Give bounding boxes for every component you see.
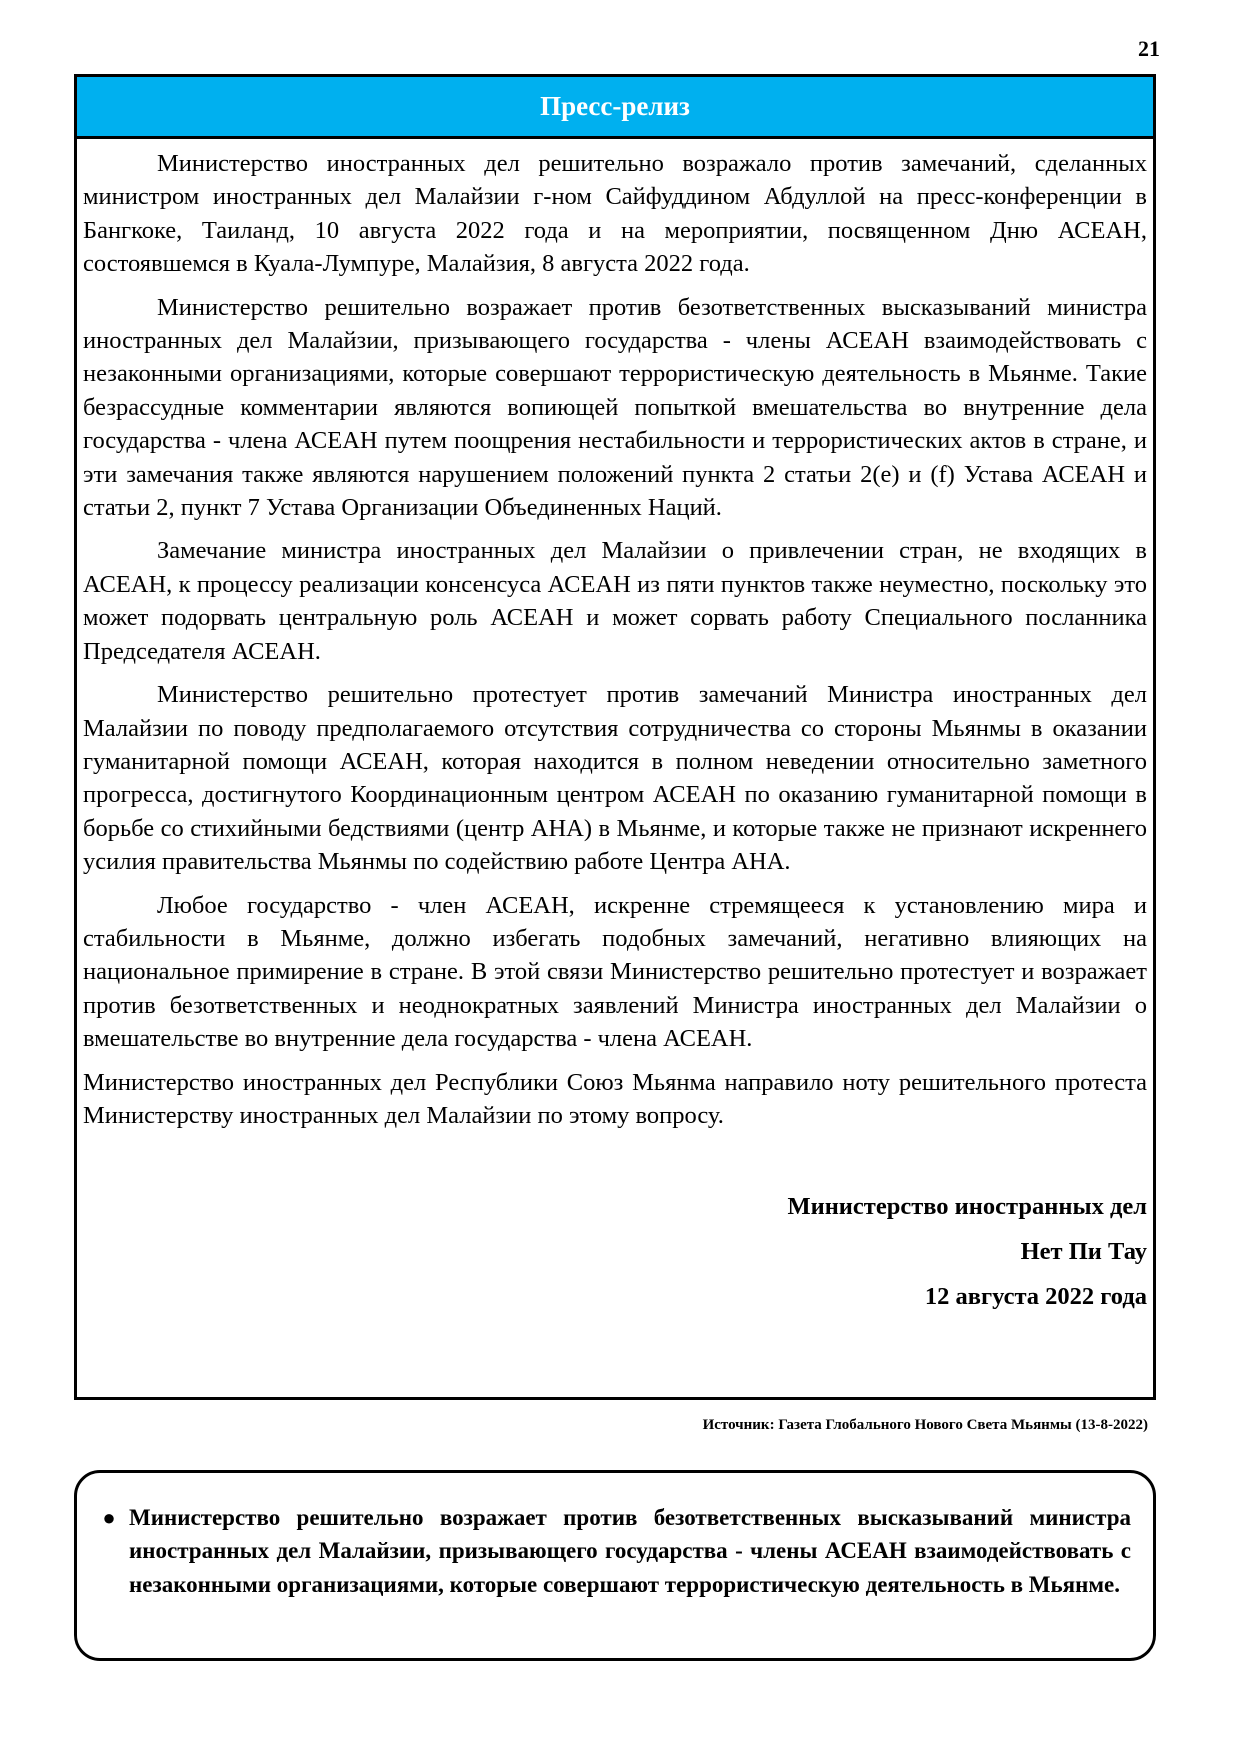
summary-text: Министерство решительно возражает против безответственных высказываний министра иностранных дел Малайзии, призывающего государства - члены АСЕАН взаимодействовать с незаконными организациями, которые совершают террористическую деятельность в Мьянме.: [129, 1505, 1131, 1597]
summary-box: [74, 1470, 1156, 1661]
page-number: 21: [1138, 36, 1160, 61]
paragraph: Министерство иностранных дел Республики Союз Мьянма направило ноту решительного протеста Министерству иностранных дел Малайзии по этому вопросу.: [83, 1068, 1147, 1129]
signature-date: 12 августа 2022 года: [924, 1283, 1147, 1311]
press-release-header: Пресс-релиз: [77, 77, 1153, 139]
paragraph: Министерство иностранных дел решительно возражало против замечаний, сделанных министром иностранных дел Малайзии г-ном Сайфуддином Абдуллой на пресс-конференции в Бангкоке, Таиланд, 10 августа 2022 года и на мероприятии, посвященном Дню АСЕАН, состоявшемся в Куала-Лумпуре, Малайзия, 8 августа 2022 года.: [83, 150, 1147, 278]
paragraph: Любое государство - член АСЕАН, искренне стремящееся к установлению мира и стабильности в Мьянме, должно избегать подобных замечаний, негативно влияющих на национальное примирение в стране. В этой связи Министерство решительно протестует и возражает против безответственных и неоднократных заявлений Министра иностранных дел Малайзии о вмешательстве во внутренние дела государства - члена АСЕАН.: [83, 891, 1147, 1053]
signature-block: [83, 1184, 1147, 1319]
signature-city: Нет Пи Тау: [1020, 1238, 1147, 1266]
press-release-body: [77, 139, 1153, 1319]
press-release-box: [74, 74, 1156, 1400]
source-note: Источник: Газета Глобального Нового Света Мьянмы (13-8-2022): [702, 1417, 1148, 1433]
signature-org: Министерство иностранных дел: [787, 1193, 1147, 1221]
paragraph: Министерство решительно возражает против безответственных высказываний министра иностранных дел Малайзии, призывающего государства - члены АСЕАН взаимодействовать с незаконными организациями, которые совершают террористическую деятельность в Мьянме. Такие безрассудные комментарии являются вопиющей попыткой вмешательства во внутренние дела государства - члена АСЕАН путем поощрения нестабильности и террористических актов в стране, и эти замечания также являются нарушением положений пункта 2 статьи 2(e) и (f) Устава АСЕАН и статьи 2, пункт 7 Устава Организации Объединенных Наций.: [83, 293, 1147, 522]
summary-item: [89, 1501, 1131, 1601]
paragraph: Замечание министра иностранных дел Малайзии о привлечении стран, не входящих в АСЕАН, к процессу реализации консенсуса АСЕАН из пяти пунктов также неуместно, поскольку это может подорвать центральную роль АСЕАН и может сорвать работу Специального посланника Председателя АСЕАН.: [83, 537, 1147, 665]
bullet-icon: ●: [102, 1505, 116, 1530]
paragraph: Министерство решительно протестует против замечаний Министра иностранных дел Малайзии по поводу предполагаемого отсутствия сотрудничества со стороны Мьянмы в оказании гуманитарной помощи АСЕАН, которая находится в полном неведении относительно заметного прогресса, достигнутого Координационным центром АСЕАН по оказанию гуманитарной помощи в борьбе со стихийными бедствиями (центр AHA) в Мьянме, и которые также не признают искреннего усилия правительства Мьянмы по содействию работе Центра AHA.: [83, 681, 1147, 876]
